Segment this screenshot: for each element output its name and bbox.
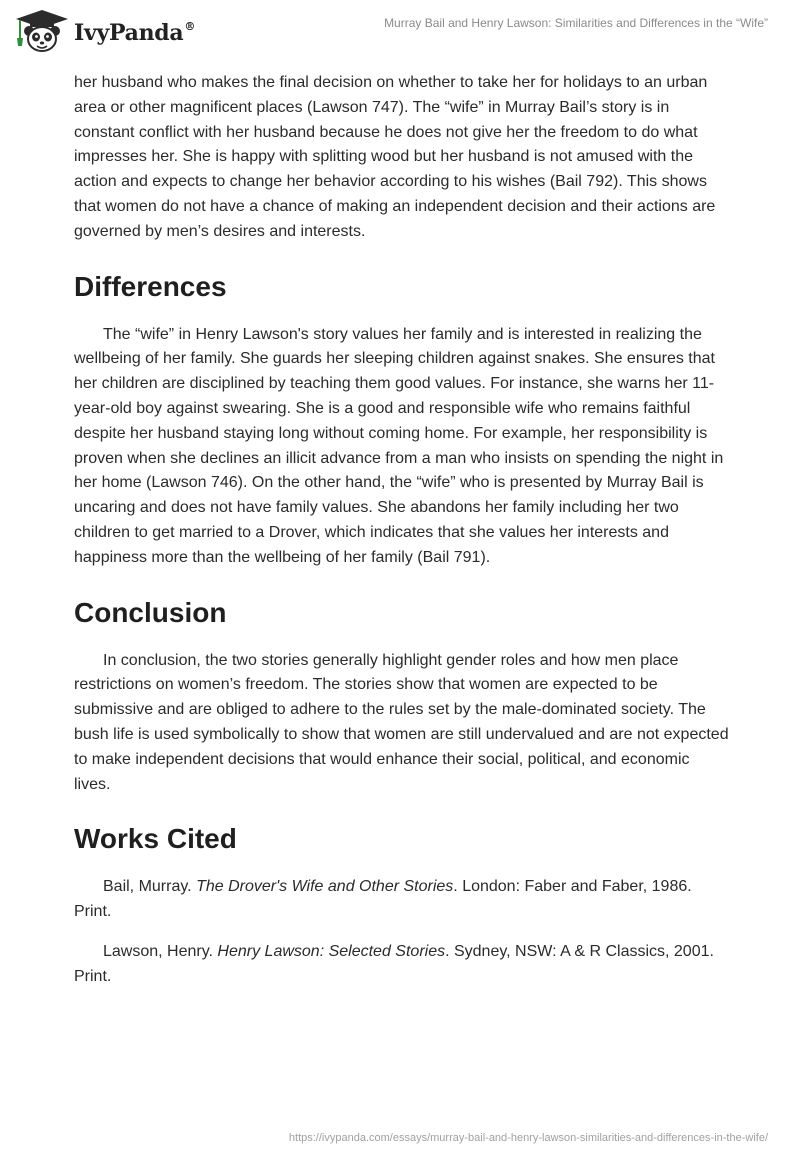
- citation-title: The Drover's Wife and Other Stories: [196, 878, 454, 896]
- conclusion-heading: Conclusion: [74, 596, 227, 628]
- intro-paragraph: her husband who makes the final decision on whether to take her for holidays to an urban area or other magnificent places (Lawson 747). The “wife” in Murray Bail’s story is in constant conflict with her husband because he does not give her the freedom to do what impresses her. She is happy with splitting wood but her husband is not amused with the action and expects to change her behavior according to his wishes (Bail 792). This shows that women do not have a chance of making an independent decision and their actions are governed by men’s desires and interests.: [74, 74, 716, 240]
- citation-publication: . Sydney, NSW: A & R Classics, 2001. Print.: [74, 942, 714, 985]
- page-header: [0, 0, 800, 66]
- document-title: Murray Bail and Henry Lawson: Similarities and Differences in the “Wife”: [384, 16, 768, 30]
- works-cited-heading: Works Cited: [74, 823, 237, 855]
- essay-body: [74, 71, 730, 990]
- citation-entry: [74, 875, 730, 925]
- citation-entry: [74, 940, 730, 990]
- citation-publication: . London: Faber and Faber, 1986. Print.: [74, 878, 692, 921]
- panda-graduate-icon: [14, 8, 70, 54]
- differences-paragraph: The “wife” in Henry Lawson's story values her family and is interested in realizing the wellbeing of her family. She guards her sleeping children against snakes. She ensures that her children are disciplined by teaching them good values. For instance, she warns her 11-year-old boy against swearing. She is a good and responsible wife who remains faithful despite her husband staying long without coming home. For example, her responsibility is proven when she declines an illicit advance from a man who insists on spending the night in her home (Lawson 746). On the other hand, the “wife” who is presented by Murray Bail is uncaring and does not have family values. She abandons her family including her two children to get married to a Drover, which indicates that she values her interests and happiness more than the wellbeing of her family (Bail 791).: [74, 325, 724, 566]
- differences-heading: Differences: [74, 270, 227, 302]
- citation-title: Henry Lawson: Selected Stories: [217, 942, 446, 960]
- source-url[interactable]: https://ivypanda.com/essays/murray-bail-and-henry-lawson-similarities-and-differences-in-the-wife/: [288, 1132, 768, 1144]
- citation-author: Lawson, Henry.: [103, 942, 218, 960]
- conclusion-paragraph: In conclusion, the two stories generally highlight gender roles and how men place restrictions on women’s freedom. The stories show that women are expected to be submissive and are obliged to adhere to the rules set by the male-dominated society. The bush life is used symbolically to show that women are still undervalued and are not expected to make independent decisions that would enhance their social, political, and economic lives.: [74, 651, 729, 793]
- brand-logo[interactable]: [14, 8, 195, 54]
- registered-mark: ®: [184, 20, 196, 33]
- citation-author: Bail, Murray.: [103, 878, 197, 896]
- brand-name: IvyPanda®: [74, 20, 196, 46]
